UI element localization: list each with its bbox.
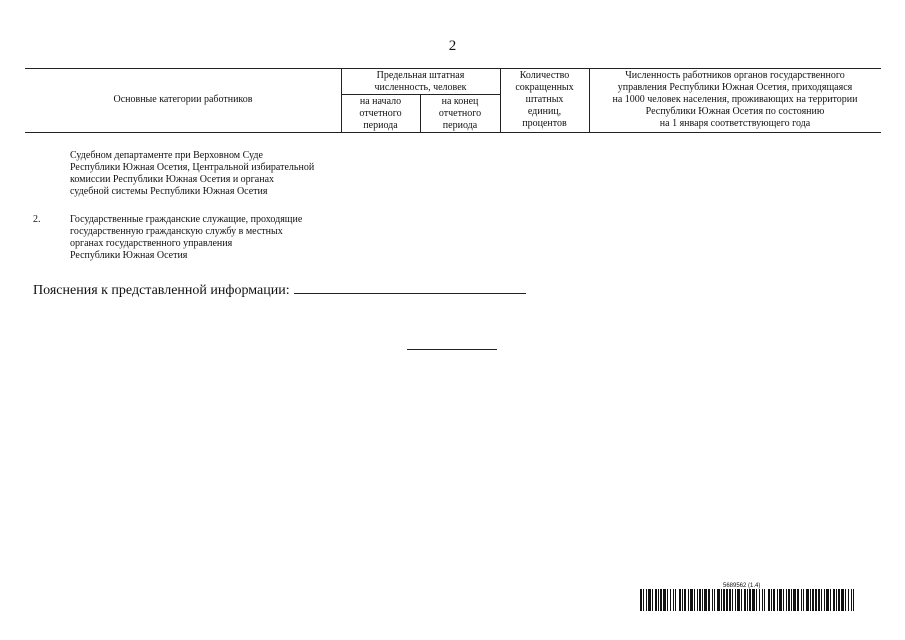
header-line: на начало bbox=[359, 96, 402, 107]
row-line: судебной системы Республики Южная Осетия bbox=[70, 186, 268, 197]
row-line: комиссии Республики Южная Осетия и органах bbox=[70, 174, 275, 185]
header-line: отчетного bbox=[359, 108, 402, 119]
page-number: 2 bbox=[448, 38, 457, 54]
header-limit-group bbox=[341, 70, 500, 94]
row-category-text bbox=[70, 150, 360, 198]
header-categories: Основные категории работников bbox=[113, 94, 253, 105]
row-line: Судебном департаменте при Верховном Суде bbox=[70, 150, 263, 161]
row-category-text bbox=[70, 214, 360, 262]
header-top-rule bbox=[25, 68, 881, 69]
barcode-caption: 5689562 (1.4) bbox=[723, 583, 761, 589]
header-line: Предельная штатная bbox=[376, 70, 465, 81]
header-line: штатных bbox=[525, 94, 564, 105]
explanations bbox=[33, 281, 526, 299]
header-line: управления Республики Южная Осетия, приходящаяся bbox=[617, 82, 853, 93]
header-bottom-rule bbox=[25, 132, 881, 133]
explanations-label: Пояснения к представленной информации: bbox=[33, 283, 290, 298]
header-line: Количество bbox=[519, 70, 570, 81]
header-line: на конец bbox=[441, 96, 479, 107]
header-line: единиц, bbox=[527, 106, 562, 117]
header-limit-end bbox=[420, 96, 500, 132]
header-line: сокращенных bbox=[515, 82, 574, 93]
header-line: на 1000 человек населения, проживающих на территории bbox=[612, 94, 858, 105]
row-line: органах государственного управления bbox=[70, 238, 233, 249]
row-line: государственную гражданскую службу в местных bbox=[70, 226, 283, 237]
header-per-thousand bbox=[589, 70, 881, 130]
header-line: отчетного bbox=[438, 108, 482, 119]
row-line: Республики Южная Осетия, Центральной избирательной bbox=[70, 162, 315, 173]
header-reduced bbox=[500, 70, 589, 130]
explanations-blank-field[interactable] bbox=[294, 281, 526, 294]
barcode bbox=[640, 589, 856, 611]
header-line: периода bbox=[363, 120, 398, 131]
header-line: на 1 января соответствующего года bbox=[659, 118, 811, 129]
row-line: Государственные гражданские служащие, проходящие bbox=[70, 214, 303, 225]
row-number: 2. bbox=[33, 214, 41, 225]
header-limit-start bbox=[341, 96, 420, 132]
header-line: численность, человек bbox=[374, 82, 467, 93]
header-line: процентов bbox=[522, 118, 567, 129]
header-line: Численность работников органов государственного bbox=[625, 70, 845, 81]
row-line: Республики Южная Осетия bbox=[70, 250, 188, 261]
header-line: Республики Южная Осетия по состоянию bbox=[645, 106, 825, 117]
end-divider bbox=[407, 349, 497, 350]
header-line: периода bbox=[442, 120, 478, 131]
